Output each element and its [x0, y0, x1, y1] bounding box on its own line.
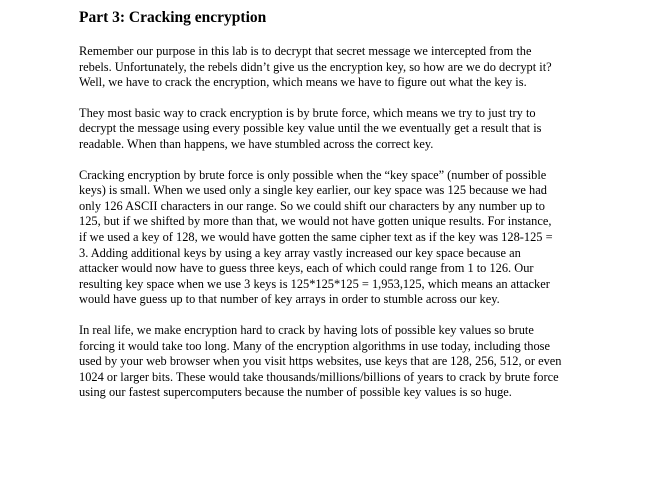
paragraph-line: if we used a key of 128, we would have gotten the same cipher text as if the key was 128-125 = [79, 229, 553, 244]
paragraph-line: using our fastest supercomputers because the number of possible key values is so huge. [79, 385, 512, 400]
paragraph-line: 1024 or larger bits. These would take thousands/millions/billions of years to crack by brute force [79, 369, 559, 384]
paragraph-line: 125, but if we shifted by more than that, we would not have gotten unique results. For instance, [79, 214, 552, 229]
paragraph-line: only 126 ASCII characters in our range. So we could shift our characters by any number up to [79, 198, 545, 213]
paragraph-brute-force [79, 106, 601, 153]
paragraph-key-space [79, 168, 601, 308]
paragraph-line: They most basic way to crack encryption is by brute force, which means we try to just try to [79, 105, 536, 120]
section-heading: Part 3: Cracking encryption [79, 9, 267, 26]
paragraph-line: forcing it would take too long. Many of the encryption algorithms in use today, including those [79, 338, 550, 353]
paragraph-line: Cracking encryption by brute force is only possible when the “key space” (number of possible [79, 167, 547, 182]
paragraph-line: resulting key space when we use 3 keys is 125*125*125 = 1,953,125, which means an attacker [79, 276, 550, 291]
paragraph-line: decrypt the message using every possible key value until the we eventually get a result that is [79, 121, 542, 136]
paragraph-line: attacker would now have to guess three keys, each of which could range from 1 to 126. Our [79, 261, 534, 276]
paragraph-line: Well, we have to crack the encryption, which means we have to figure out what the key is. [79, 75, 527, 90]
paragraph-line: In real life, we make encryption hard to crack by having lots of possible key values so brute [79, 322, 534, 337]
paragraph-line: rebels. Unfortunately, the rebels didn’t give us the encryption key, so how are we do decrypt it? [79, 59, 552, 74]
paragraph-line: keys) is small. When we used only a single key earlier, our key space was 125 because we had [79, 183, 547, 198]
paragraph-line: would have guess up to that number of key arrays in order to stumble across our key. [79, 292, 500, 307]
paragraph-line: readable. When than happens, we have stumbled across the correct key. [79, 136, 434, 151]
paragraph-line: Remember our purpose in this lab is to decrypt that secret message we intercepted from the [79, 44, 532, 58]
paragraph-real-life [79, 323, 601, 401]
paragraph-line: used by your web browser when you visit https websites, use keys that are 128, 256, 512, or even [79, 354, 562, 369]
document-page [79, 9, 601, 416]
paragraph-line: 3. Adding additional keys by using a key array vastly increased our key space because an [79, 245, 521, 260]
paragraph-purpose [79, 44, 601, 91]
